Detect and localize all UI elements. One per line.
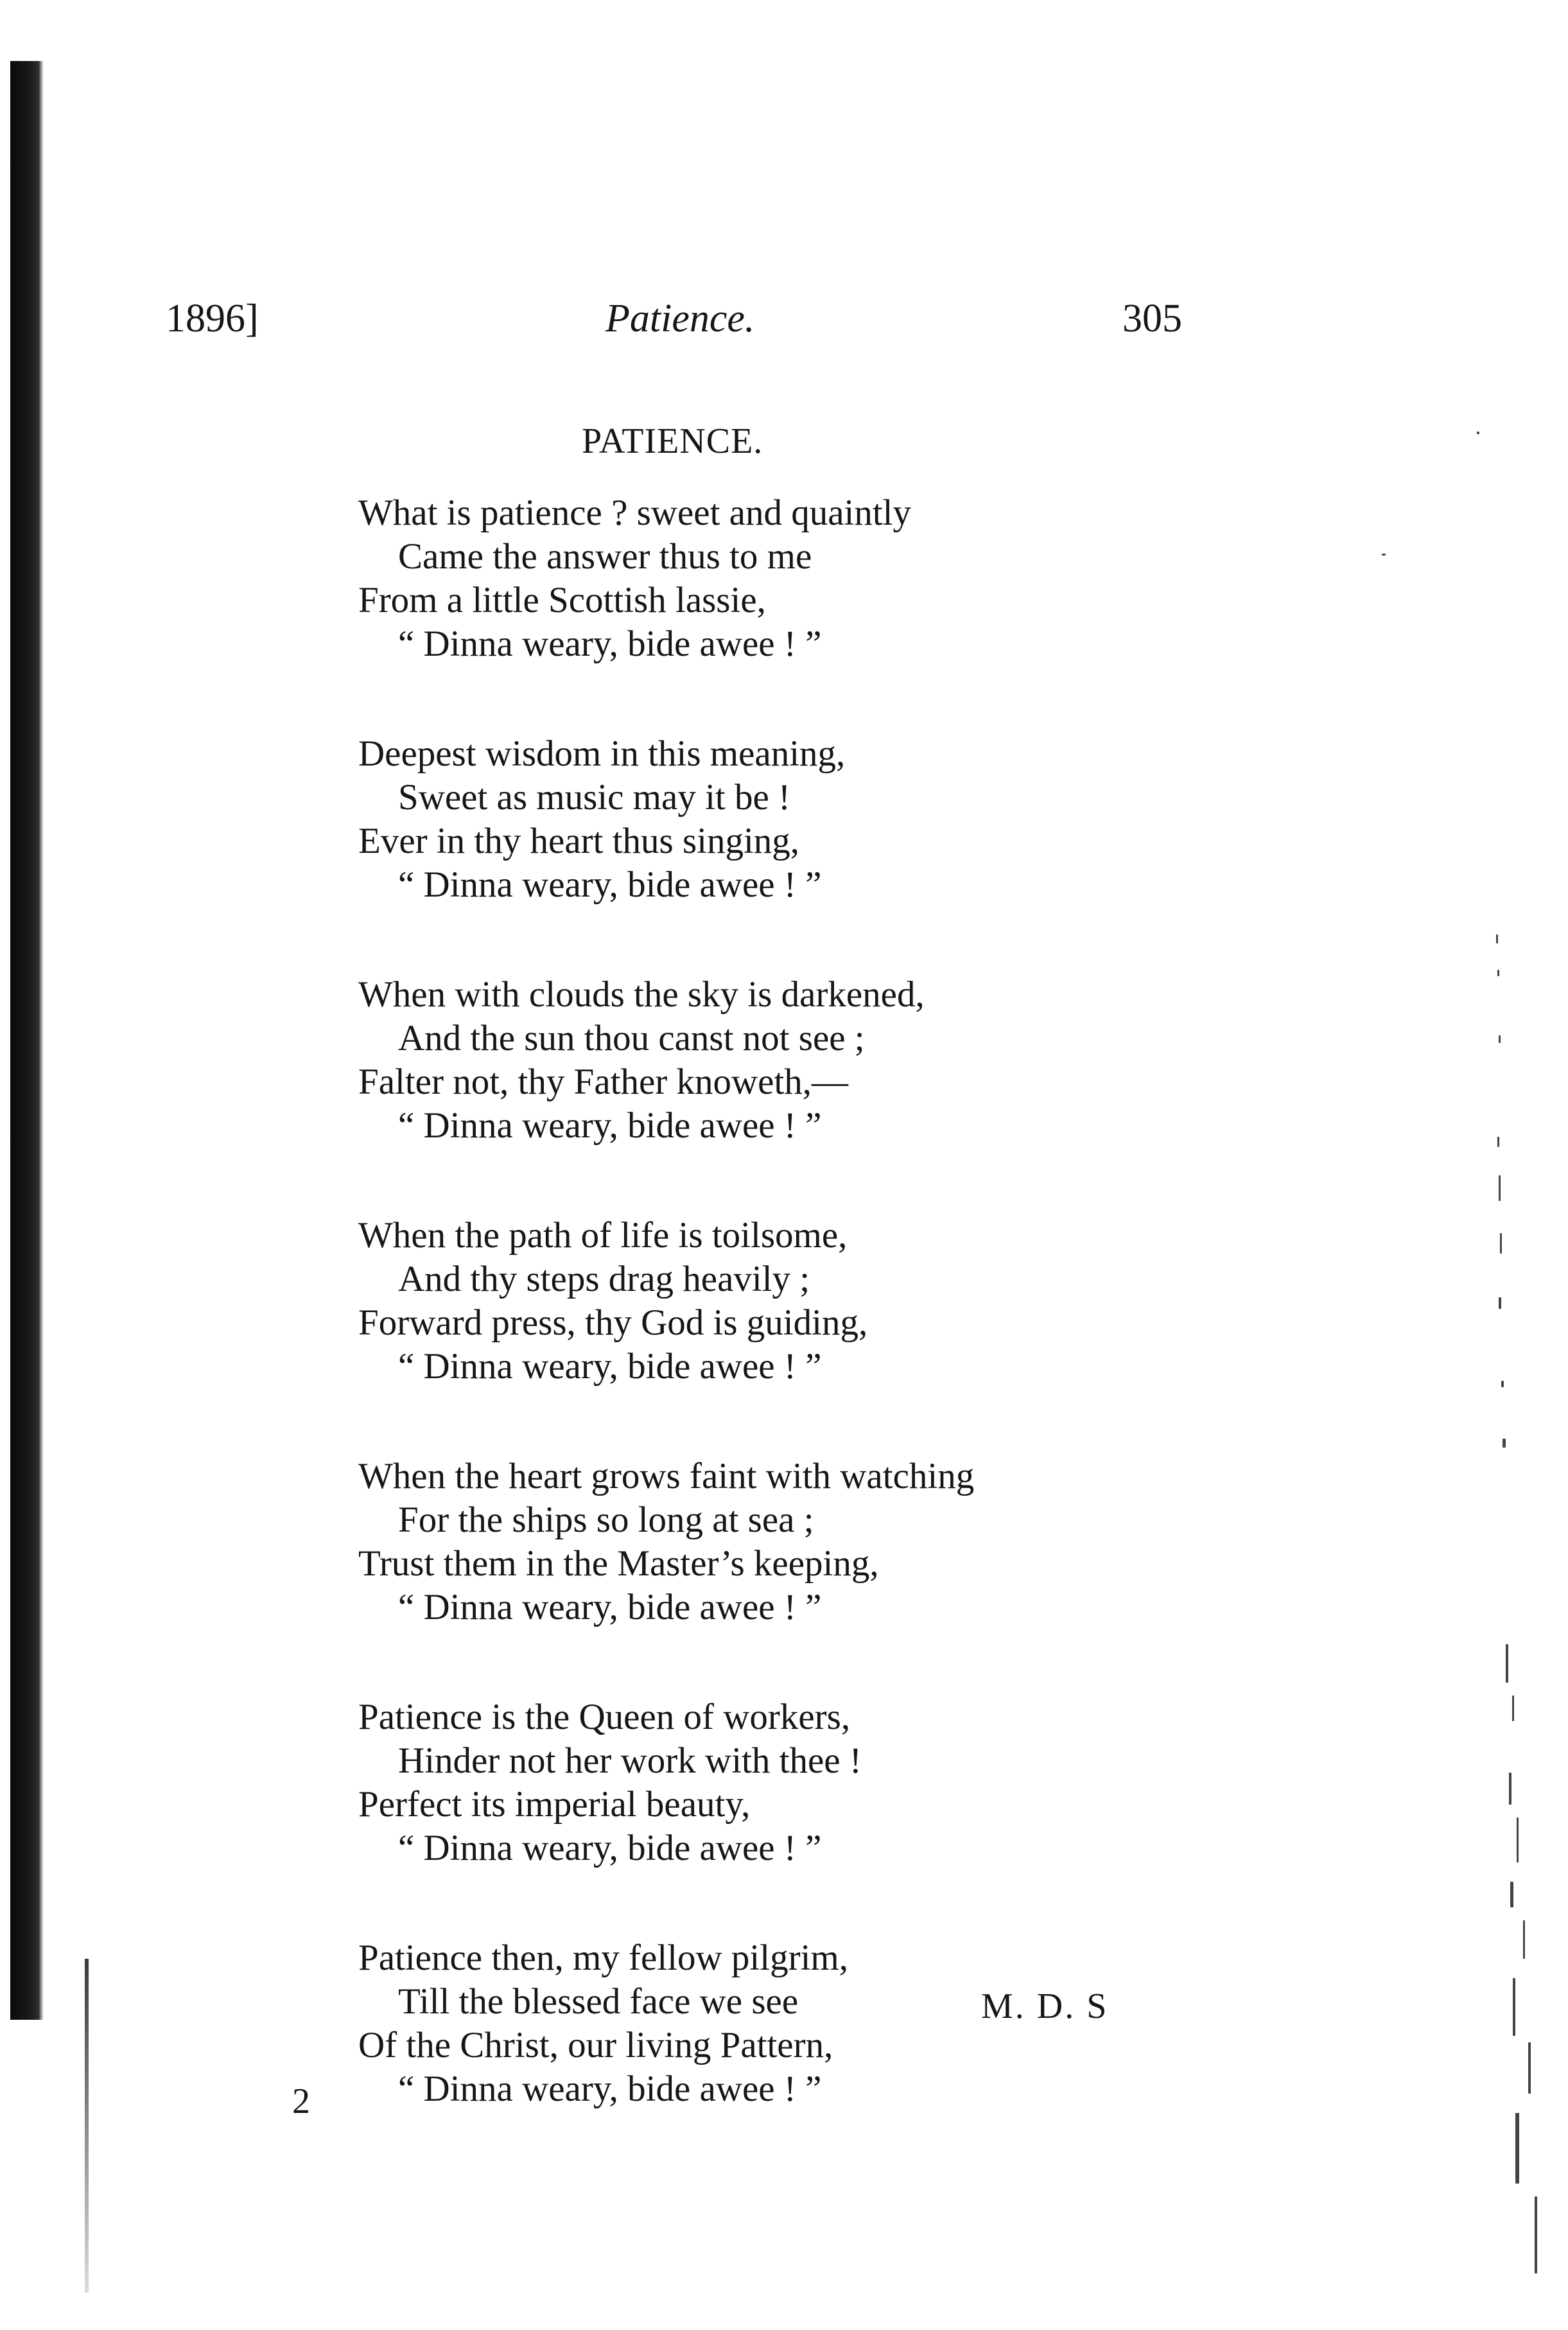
poem-line: Falter not, thy Father knoweth,— (358, 1062, 849, 1102)
poem-line: Trust them in the Master’s keeping, (358, 1543, 879, 1584)
page-number: 305 (1122, 297, 1182, 340)
poem-line: When the heart grows faint with watching (358, 1456, 975, 1496)
poem-line: What is patience ? sweet and quaintly (358, 493, 912, 533)
poem-body (358, 491, 974, 2177)
poem-line: “ Dinna weary, bide awee ! ” (398, 624, 822, 664)
stanza (358, 1936, 974, 2111)
stanza (358, 1695, 974, 1870)
poem-line: Patience then, my fellow pilgrim, (358, 1938, 848, 1978)
poem-line: For the ships so long at sea ; (398, 1500, 814, 1540)
stanza (358, 491, 974, 666)
poem-line: Came the answer thus to me (398, 536, 812, 577)
binding-edge (10, 61, 44, 2020)
poem-line: “ Dinna weary, bide awee ! ” (398, 1828, 822, 1868)
poem-line: Till the blessed face we see (398, 1981, 799, 2022)
poem-line: Of the Christ, our living Pattern, (358, 2025, 833, 2065)
poem-title: PATIENCE. (582, 421, 763, 461)
poem-line: Perfect its imperial beauty, (358, 1784, 751, 1825)
poem-line: When the path of life is toilsome, (358, 1215, 848, 1256)
poem-line: Deepest wisdom in this meaning, (358, 733, 846, 774)
poem-line: From a little Scottish lassie, (358, 580, 766, 620)
author-signature: M. D. S (981, 1986, 1109, 2026)
signature-mark: 2 (292, 2081, 310, 2121)
poem-line: Forward press, thy God is guiding, (358, 1302, 868, 1343)
stanza (358, 732, 974, 907)
poem-line: “ Dinna weary, bide awee ! ” (398, 1105, 822, 1146)
poem-line: Sweet as music may it be ! (398, 777, 791, 818)
stanza (358, 1214, 974, 1388)
poem-line: And thy steps drag heavily ; (398, 1259, 810, 1299)
poem-line: “ Dinna weary, bide awee ! ” (398, 2069, 822, 2109)
poem-line: Patience is the Queen of workers, (358, 1697, 851, 1737)
binding-edge-tail (85, 1959, 89, 2293)
running-head-title: Patience. (605, 297, 755, 340)
poem-line: Ever in thy heart thus singing, (358, 821, 800, 861)
poem-line: Hinder not her work with thee ! (398, 1740, 862, 1781)
poem-line: “ Dinna weary, bide awee ! ” (398, 1587, 822, 1627)
running-head-year: 1896] (166, 297, 259, 340)
poem-line: When with clouds the sky is darkened, (358, 974, 925, 1015)
poem-line: “ Dinna weary, bide awee ! ” (398, 864, 822, 905)
stanza (358, 973, 974, 1148)
stanza (358, 1455, 974, 1629)
poem-line: And the sun thou canst not see ; (398, 1018, 865, 1058)
poem-line: “ Dinna weary, bide awee ! ” (398, 1346, 822, 1387)
